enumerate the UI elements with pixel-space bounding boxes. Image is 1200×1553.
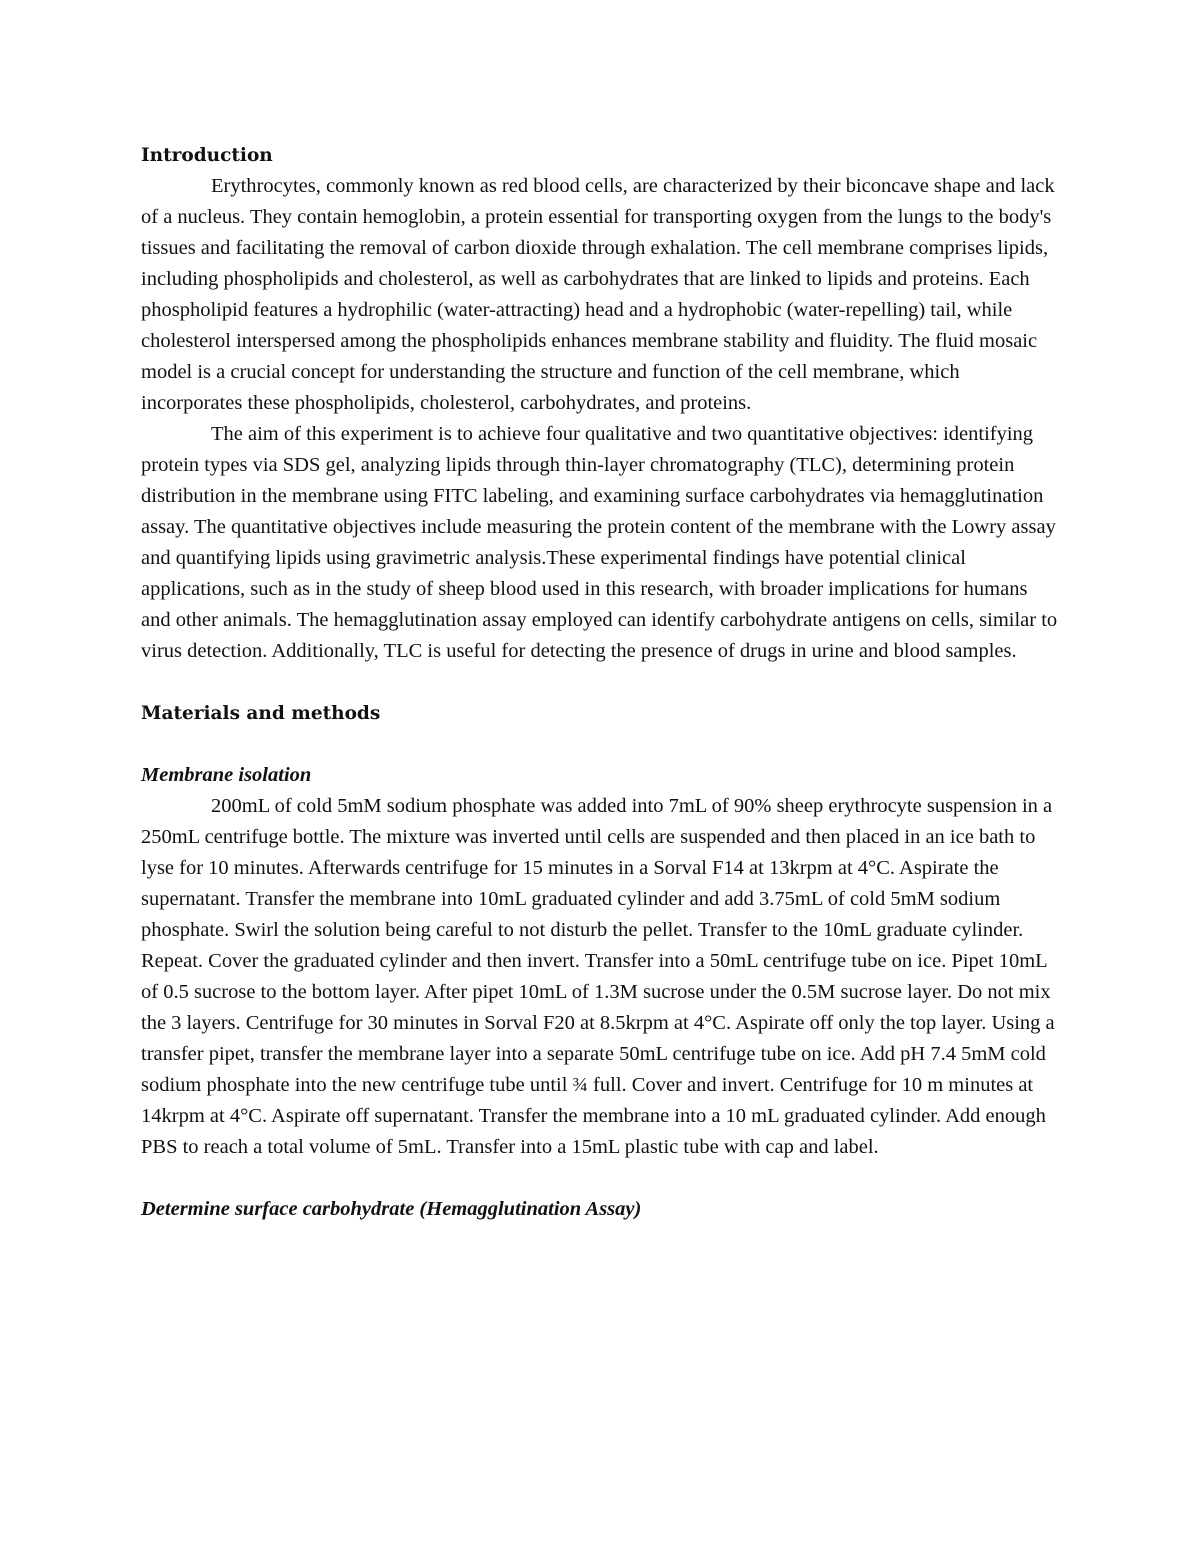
membrane-isolation-paragraph: 200mL of cold 5mM sodium phosphate was added into 7mL of 90% sheep erythrocyte suspension in a 250mL centrifuge bottle. The mixture was inverted until cells are suspended and then placed in an ice bath to lyse for 10 minutes. Afterwards centrifuge for 15 minutes in a Sorval F14 at 13krpm at 4°C. Aspirate the supernatant. Transfer the membrane into 10mL graduated cylinder and add 3.75mL of cold 5mM sodium phosphate. Swirl the solution being careful to not disturb the pellet. Transfer to the 10mL graduate cylinder. Repeat. Cover the graduated cylinder and then invert. Transfer into a 50mL centrifuge tube on ice. Pipet 10mL of 0.5 sucrose to the bottom layer. After pipet 10mL of 1.3M sucrose under the 0.5M sucrose layer. Do not mix the 3 layers. Centrifuge for 30 minutes in Sorval F20 at 8.5krpm at 4°C. Aspirate off only the top layer. Using a transfer pipet, transfer the membrane layer into a separate 50mL centrifuge tube on ice. Add pH 7.4 5mM cold sodium phosphate into the new centrifuge tube until ¾ full. Cover and invert. Centrifuge for 10 m minutes at 14krpm at 4°C. Aspirate off supernatant. Transfer the membrane into a 10 mL graduated cylinder. Add enough PBS to reach a total volume of 5mL. Transfer into a 15mL plastic tube with cap and label. — [141, 795, 1055, 1158]
section-spacer — [141, 1163, 1061, 1194]
section-spacer — [141, 729, 1061, 760]
materials-methods-heading: Materials and methods — [141, 703, 381, 724]
introduction-paragraph-1: Erythrocytes, commonly known as red blood cells, are characterized by their biconcave shape and lack of a nucleus. They contain hemoglobin, a protein essential for transporting oxygen from the lungs to the body's tissues and facilitating the removal of carbon dioxide through exhalation. The cell membrane comprises lipids, including phospholipids and cholesterol, as well as carbohydrates that are linked to lipids and proteins. Each phospholipid features a hydrophilic (water-attracting) head and a hydrophobic (water-repelling) tail, while cholesterol interspersed among the phospholipids enhances membrane stability and fluidity. The fluid mosaic model is a crucial concept for understanding the structure and function of the cell membrane, which incorporates these phospholipids, cholesterol, carbohydrates, and proteins. — [141, 175, 1055, 414]
hemagglutination-subheading: Determine surface carbohydrate (Hemagglutination Assay) — [141, 1198, 642, 1220]
introduction-heading: Introduction — [141, 145, 273, 166]
document-page — [141, 140, 1061, 1225]
membrane-isolation-subheading: Membrane isolation — [141, 764, 312, 786]
section-spacer — [141, 667, 1061, 698]
introduction-paragraph-2: The aim of this experiment is to achieve four qualitative and two quantitative objectives: identifying protein types via SDS gel, analyzing lipids through thin-layer chromatography (TLC), determining protein distribution in the membrane using FITC labeling, and examining surface carbohydrates via hemagglutination assay. The quantitative objectives include measuring the protein content of the membrane with the Lowry assay and quantifying lipids using gravimetric analysis.These experimental findings have potential clinical applications, such as in the study of sheep blood used in this research, with broader implications for humans and other animals. The hemagglutination assay employed can identify carbohydrate antigens on cells, similar to virus detection. Additionally, TLC is useful for detecting the presence of drugs in urine and blood samples. — [141, 423, 1058, 662]
